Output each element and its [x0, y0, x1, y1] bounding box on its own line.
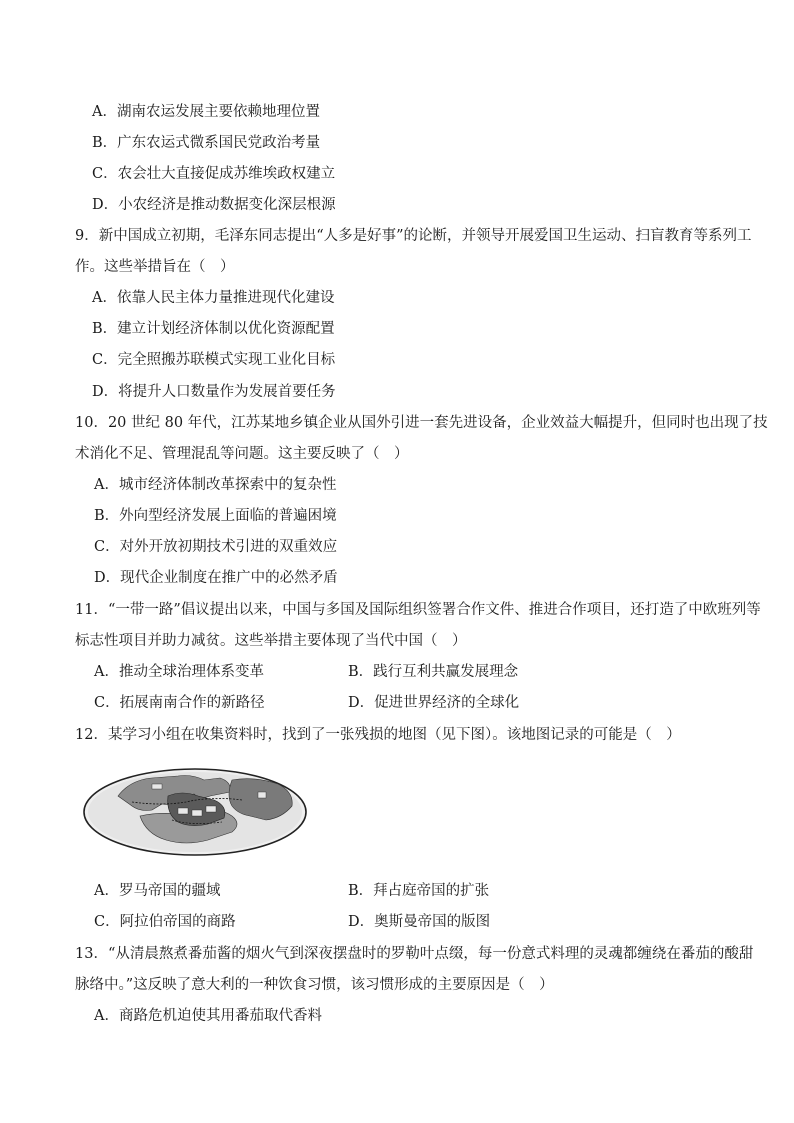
q11-option-a: A．推动全球治理体系变革 — [94, 664, 264, 680]
q12-option-d: D．奥斯曼帝国的版图 — [348, 914, 491, 930]
q13-option-a: A．商路危机迫使其用番茄取代香料 — [94, 1008, 322, 1024]
q13-stem-line2: 脉络中。”这反映了意大利的一种饮食习惯，该习惯形成的主要原因是（ ） — [75, 977, 554, 993]
q12-option-b: B．拜占庭帝国的扩张 — [348, 883, 490, 899]
q10-stem-line1: 10．20 世纪 80 年代，江苏某地乡镇企业从国外引进一套先进设备，企业效益大幅提升，但同时也出现了技 — [75, 415, 768, 431]
q9-option-b: B．建立计划经济体制以优化资源配置 — [92, 321, 335, 337]
q9-option-d: D．将提升人口数量作为发展首要任务 — [92, 384, 336, 400]
q13-stem-line1: 13．“从清晨熬煮番茄酱的烟火气到深夜摆盘时的罗勒叶点缀，每一份意式料理的灵魂都缠绕在番茄的酸甜 — [75, 946, 754, 962]
q10-option-a: A．城市经济体制改革探索中的复杂性 — [94, 477, 337, 493]
historical-map-figure — [82, 766, 308, 858]
q11-option-c: C．拓展南南合作的新路径 — [94, 695, 265, 711]
q10-option-b: B．外向型经济发展上面临的普遍困境 — [94, 508, 337, 524]
q10-option-c: C．对外开放初期技术引进的双重效应 — [94, 539, 338, 555]
q10-stem-line2: 术消化不足、管理混乱等问题。这主要反映了（ ） — [75, 446, 409, 462]
q10-option-d: D．现代企业制度在推广中的必然矛盾 — [94, 570, 338, 586]
q8-option-b: B．广东农运式微系国民党政治考量 — [92, 135, 321, 151]
q12-option-a: A．罗马帝国的疆域 — [94, 883, 221, 899]
q9-stem-line2: 作。这些举措旨在（ ） — [75, 259, 235, 275]
q11-option-b: B．践行互利共赢发展理念 — [348, 664, 519, 680]
q12-stem: 12．某学习小组在收集资料时，找到了一张残损的地图（见下图）。该地图记录的可能是（ ） — [75, 727, 681, 743]
q11-stem-line1: 11．“一带一路”倡议提出以来，中国与多国及国际组织签署合作文件、推进合作项目，还打造了中欧班列等 — [75, 602, 761, 618]
q8-option-c: C．农会壮大直接促成苏维埃政权建立 — [92, 166, 336, 182]
q9-option-c: C．完全照搬苏联模式实现工业化目标 — [92, 352, 336, 368]
q9-stem-line1: 9．新中国成立初期，毛泽东同志提出“人多是好事”的论断，并领导开展爱国卫生运动、扫盲教育等系列工 — [75, 228, 752, 244]
q11-stem-line2: 标志性项目并助力减贫。这些举措主要体现了当代中国（ ） — [75, 633, 467, 649]
q12-option-c: C．阿拉伯帝国的商路 — [94, 914, 236, 930]
q9-option-a: A．依靠人民主体力量推进现代化建设 — [92, 290, 335, 306]
q8-option-a: A．湖南农运发展主要依赖地理位置 — [92, 104, 320, 120]
q11-option-d: D．促进世界经济的全球化 — [348, 695, 520, 711]
q8-option-d: D．小农经济是推动数据变化深层根源 — [92, 197, 336, 213]
